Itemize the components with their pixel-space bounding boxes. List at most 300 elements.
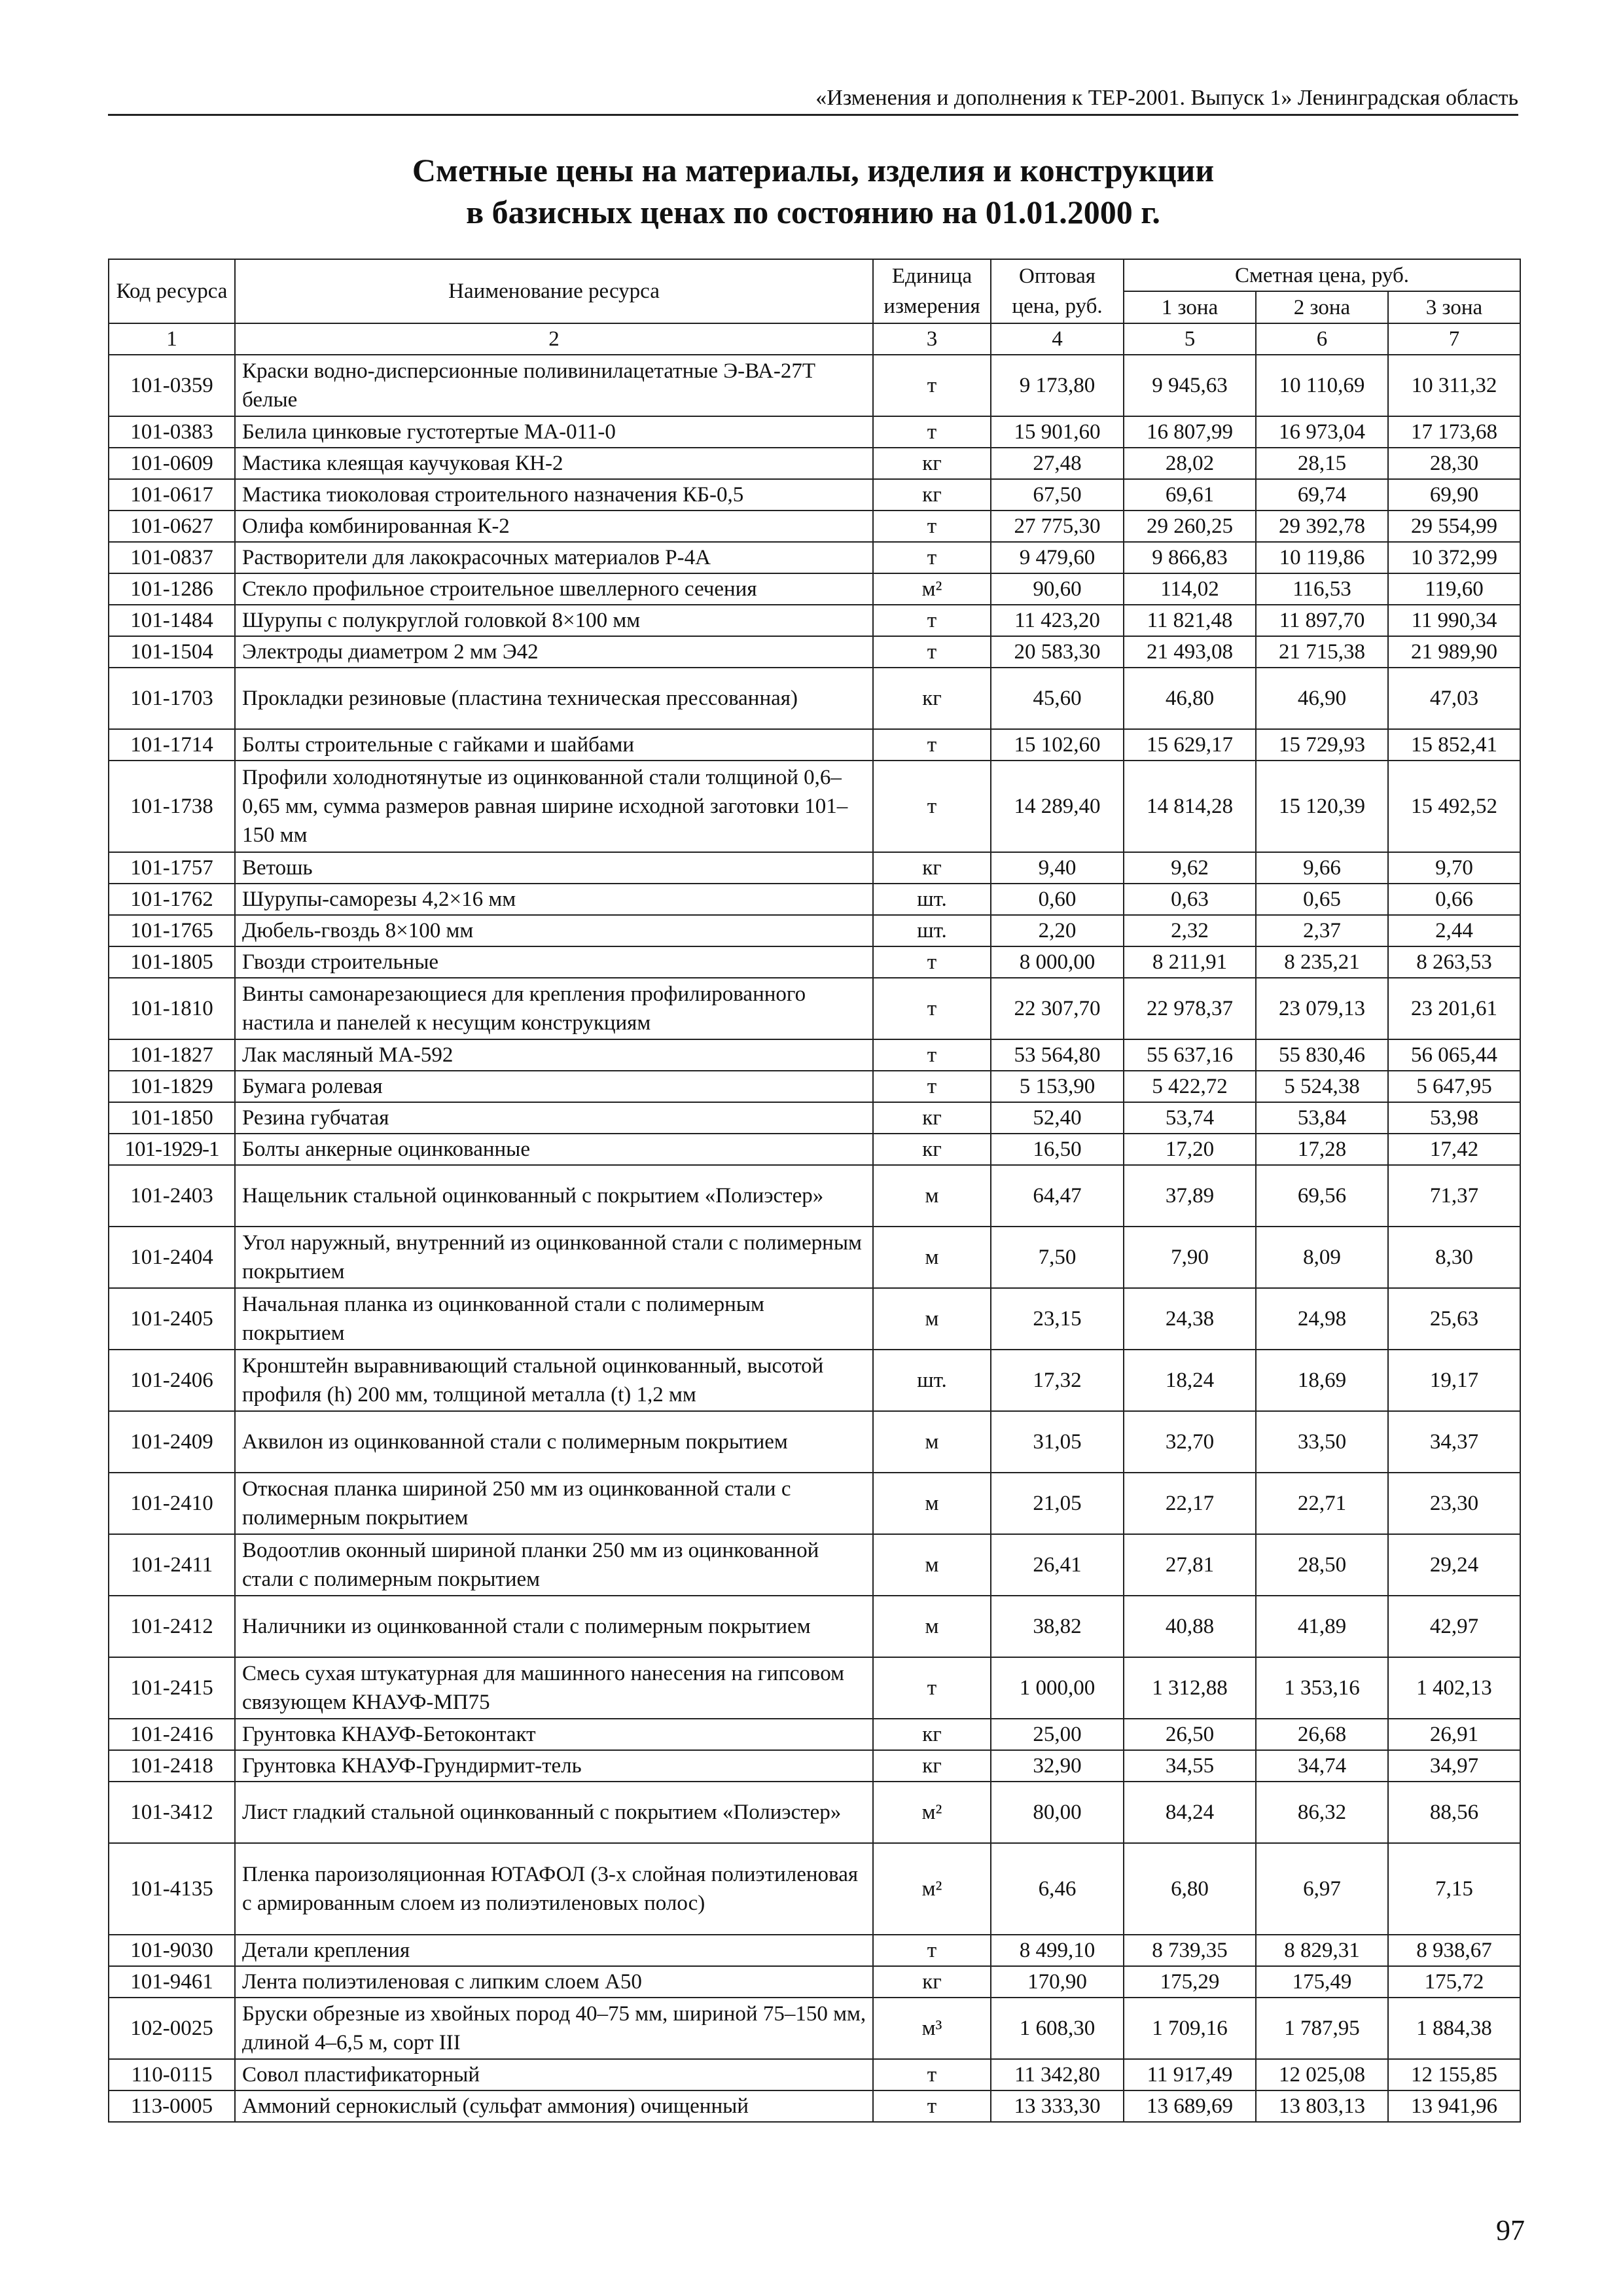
cell-zone-1-price: 8 739,35 [1124,1935,1256,1966]
cell-zone-2-price: 69,56 [1256,1165,1388,1227]
cell-wholesale-price: 16,50 [991,1134,1124,1165]
cell-code: 101-2412 [109,1596,235,1657]
cell-wholesale-price: 8 000,00 [991,946,1124,978]
cell-zone-3-price: 26,91 [1388,1719,1520,1750]
table-row [109,605,1520,636]
cell-zone-1-price: 28,02 [1124,448,1256,479]
cell-code: 101-2415 [109,1657,235,1719]
cell-zone-2-price: 16 973,04 [1256,416,1388,448]
cell-code: 110-0115 [109,2059,235,2090]
table-row [109,729,1520,761]
cell-unit: м [873,1227,991,1288]
cell-name: Прокладки резиновые (пластина техническая прессованная) [235,668,873,729]
cell-zone-2-price: 8,09 [1256,1227,1388,1288]
cell-unit: шт. [873,1350,991,1411]
cell-name: Дюбель-гвоздь 8×100 мм [235,915,873,946]
cell-zone-2-price: 15 120,39 [1256,761,1388,852]
cell-code: 101-1827 [109,1039,235,1071]
cell-unit: м [873,1411,991,1473]
cell-zone-2-price: 41,89 [1256,1596,1388,1657]
table-row [109,1966,1520,1998]
table-row [109,1165,1520,1227]
cell-zone-1-price: 34,55 [1124,1750,1256,1782]
cell-wholesale-price: 32,90 [991,1750,1124,1782]
cell-zone-3-price: 19,17 [1388,1350,1520,1411]
cell-zone-2-price: 23 079,13 [1256,978,1388,1039]
cell-zone-1-price: 22 978,37 [1124,978,1256,1039]
cell-zone-2-price: 10 119,86 [1256,542,1388,573]
cell-unit: м [873,1473,991,1534]
cell-zone-2-price: 11 897,70 [1256,605,1388,636]
cell-zone-3-price: 28,30 [1388,448,1520,479]
cell-zone-1-price: 5 422,72 [1124,1071,1256,1102]
cell-wholesale-price: 17,32 [991,1350,1124,1411]
cell-name: Мастика клеящая каучуковая КН-2 [235,448,873,479]
cell-zone-2-price: 28,50 [1256,1534,1388,1596]
cell-code: 101-1286 [109,573,235,605]
page-title-line-1: Сметные цены на материалы, изделия и конструкции [412,152,1215,188]
cell-name: Аммоний сернокислый (сульфат аммония) очищенный [235,2090,873,2122]
cell-name: Угол наружный, внутренний из оцинкованной стали с полимерным покрытием [235,1227,873,1288]
cell-unit: м² [873,573,991,605]
cell-zone-3-price: 15 492,52 [1388,761,1520,852]
cell-name: Шурупы-саморезы 4,2×16 мм [235,884,873,915]
cell-unit: м [873,1288,991,1350]
cell-unit: т [873,1071,991,1102]
cell-unit: т [873,511,991,542]
cell-zone-3-price: 10 311,32 [1388,355,1520,416]
cell-zone-2-price: 22,71 [1256,1473,1388,1534]
cell-zone-2-price: 46,90 [1256,668,1388,729]
table-row [109,884,1520,915]
cell-unit: кг [873,852,991,884]
cell-code: 101-2409 [109,1411,235,1473]
cell-code: 113-0005 [109,2090,235,2122]
cell-zone-1-price: 69,61 [1124,479,1256,511]
cell-code: 101-9461 [109,1966,235,1998]
cell-name: Совол пластификаторный [235,2059,873,2090]
cell-wholesale-price: 26,41 [991,1534,1124,1596]
cell-unit: т [873,636,991,668]
cell-zone-2-price: 21 715,38 [1256,636,1388,668]
page-title-line-2: в базисных ценах по состоянию на 01.01.2000 г. [466,194,1160,230]
cell-wholesale-price: 53 564,80 [991,1039,1124,1071]
cell-zone-1-price: 55 637,16 [1124,1039,1256,1071]
column-number: 1 [109,323,235,355]
cell-name: Водоотлив оконный шириной планки 250 мм из оцинкованной стали с полимерным покрытием [235,1534,873,1596]
cell-zone-3-price: 34,37 [1388,1411,1520,1473]
cell-zone-1-price: 18,24 [1124,1350,1256,1411]
cell-zone-3-price: 56 065,44 [1388,1039,1520,1071]
column-number: 4 [991,323,1124,355]
cell-zone-2-price: 17,28 [1256,1134,1388,1165]
table-row [109,542,1520,573]
cell-zone-3-price: 7,15 [1388,1843,1520,1935]
table-row [109,1782,1520,1843]
running-header: «Изменения и дополнения к ТЕР-2001. Выпуск 1» Ленинградская область [108,84,1518,116]
column-number: 2 [235,323,873,355]
cell-zone-2-price: 53,84 [1256,1102,1388,1134]
cell-wholesale-price: 7,50 [991,1227,1124,1288]
cell-wholesale-price: 52,40 [991,1102,1124,1134]
cell-code: 101-2416 [109,1719,235,1750]
cell-zone-1-price: 15 629,17 [1124,729,1256,761]
column-number: 3 [873,323,991,355]
cell-code: 101-2410 [109,1473,235,1534]
cell-code: 101-1810 [109,978,235,1039]
cell-code: 102-0025 [109,1998,235,2059]
cell-wholesale-price: 38,82 [991,1596,1124,1657]
cell-name: Нащельник стальной оцинкованный с покрытием «Полиэстер» [235,1165,873,1227]
cell-unit: кг [873,1719,991,1750]
table-row [109,479,1520,511]
cell-name: Болты анкерные оцинкованные [235,1134,873,1165]
table-row [109,1350,1520,1411]
cell-name: Грунтовка КНАУФ-Грундирмит-тель [235,1750,873,1782]
cell-zone-3-price: 69,90 [1388,479,1520,511]
cell-zone-3-price: 5 647,95 [1388,1071,1520,1102]
price-table [108,259,1521,2123]
cell-unit: т [873,2090,991,2122]
cell-wholesale-price: 67,50 [991,479,1124,511]
cell-zone-3-price: 0,66 [1388,884,1520,915]
cell-zone-2-price: 69,74 [1256,479,1388,511]
cell-wholesale-price: 45,60 [991,668,1124,729]
table-row [109,1227,1520,1288]
header-zone-3: 3 зона [1388,291,1520,323]
table-row [109,2059,1520,2090]
cell-code: 101-1765 [109,915,235,946]
cell-zone-1-price: 11 917,49 [1124,2059,1256,2090]
cell-zone-2-price: 1 353,16 [1256,1657,1388,1719]
table-row [109,1596,1520,1657]
cell-zone-1-price: 1 709,16 [1124,1998,1256,2059]
cell-unit: кг [873,1750,991,1782]
cell-code: 101-0609 [109,448,235,479]
cell-unit: т [873,1935,991,1966]
cell-code: 101-1504 [109,636,235,668]
cell-unit: шт. [873,915,991,946]
cell-zone-1-price: 13 689,69 [1124,2090,1256,2122]
cell-zone-2-price: 26,68 [1256,1719,1388,1750]
header-wholesale: Оптовая цена, руб. [991,259,1124,323]
cell-zone-3-price: 29,24 [1388,1534,1520,1596]
cell-code: 101-0627 [109,511,235,542]
cell-zone-2-price: 5 524,38 [1256,1071,1388,1102]
cell-zone-2-price: 116,53 [1256,573,1388,605]
cell-name: Лента полиэтиленовая с липким слоем А50 [235,1966,873,1998]
cell-wholesale-price: 8 499,10 [991,1935,1124,1966]
cell-wholesale-price: 23,15 [991,1288,1124,1350]
cell-code: 101-1805 [109,946,235,978]
cell-zone-2-price: 2,37 [1256,915,1388,946]
cell-zone-3-price: 10 372,99 [1388,542,1520,573]
cell-zone-1-price: 9 866,83 [1124,542,1256,573]
cell-wholesale-price: 11 423,20 [991,605,1124,636]
cell-code: 101-4135 [109,1843,235,1935]
header-unit: Единица измерения [873,259,991,323]
cell-code: 101-2406 [109,1350,235,1411]
cell-zone-2-price: 86,32 [1256,1782,1388,1843]
cell-zone-2-price: 1 787,95 [1256,1998,1388,2059]
cell-name: Растворители для лакокрасочных материалов Р-4А [235,542,873,573]
cell-unit: м [873,1596,991,1657]
table-row [109,1039,1520,1071]
table-row [109,1134,1520,1165]
cell-code: 101-2418 [109,1750,235,1782]
cell-unit: м² [873,1782,991,1843]
cell-zone-1-price: 11 821,48 [1124,605,1256,636]
cell-unit: т [873,1657,991,1719]
cell-code: 101-0617 [109,479,235,511]
table-row [109,1998,1520,2059]
cell-wholesale-price: 170,90 [991,1966,1124,1998]
cell-zone-3-price: 23,30 [1388,1473,1520,1534]
cell-zone-3-price: 21 989,90 [1388,636,1520,668]
cell-unit: кг [873,448,991,479]
cell-wholesale-price: 1 608,30 [991,1998,1124,2059]
cell-code: 101-1850 [109,1102,235,1134]
cell-zone-2-price: 55 830,46 [1256,1039,1388,1071]
page-number: 97 [1496,2214,1525,2246]
cell-zone-3-price: 15 852,41 [1388,729,1520,761]
cell-name: Лак масляный МА-592 [235,1039,873,1071]
cell-zone-2-price: 13 803,13 [1256,2090,1388,2122]
cell-unit: т [873,2059,991,2090]
cell-wholesale-price: 90,60 [991,573,1124,605]
cell-wholesale-price: 14 289,40 [991,761,1124,852]
cell-wholesale-price: 1 000,00 [991,1657,1124,1719]
table-row [109,511,1520,542]
cell-zone-1-price: 7,90 [1124,1227,1256,1288]
cell-zone-1-price: 24,38 [1124,1288,1256,1350]
cell-unit: т [873,1039,991,1071]
page-title [108,149,1518,233]
cell-wholesale-price: 25,00 [991,1719,1124,1750]
header-zone-2: 2 зона [1256,291,1388,323]
cell-zone-2-price: 34,74 [1256,1750,1388,1782]
cell-wholesale-price: 80,00 [991,1782,1124,1843]
cell-zone-1-price: 22,17 [1124,1473,1256,1534]
header-name: Наименование ресурса [235,259,873,323]
cell-zone-3-price: 53,98 [1388,1102,1520,1134]
cell-name: Наличники из оцинкованной стали с полимерным покрытием [235,1596,873,1657]
cell-unit: кг [873,479,991,511]
cell-zone-1-price: 2,32 [1124,915,1256,946]
cell-zone-3-price: 119,60 [1388,573,1520,605]
column-number: 6 [1256,323,1388,355]
cell-zone-2-price: 10 110,69 [1256,355,1388,416]
cell-zone-2-price: 29 392,78 [1256,511,1388,542]
cell-name: Стекло профильное строительное швеллерного сечения [235,573,873,605]
cell-name: Лист гладкий стальной оцинкованный с покрытием «Полиэстер» [235,1782,873,1843]
cell-zone-3-price: 71,37 [1388,1165,1520,1227]
cell-zone-1-price: 21 493,08 [1124,636,1256,668]
cell-code: 101-0837 [109,542,235,573]
cell-unit: м [873,1534,991,1596]
table-row [109,978,1520,1039]
cell-zone-3-price: 23 201,61 [1388,978,1520,1039]
table-row [109,1657,1520,1719]
table-row [109,1719,1520,1750]
cell-zone-1-price: 26,50 [1124,1719,1256,1750]
cell-code: 101-2404 [109,1227,235,1288]
cell-code: 101-1929-1 [109,1134,235,1165]
cell-wholesale-price: 27 775,30 [991,511,1124,542]
cell-unit: т [873,978,991,1039]
cell-code: 101-9030 [109,1935,235,1966]
cell-wholesale-price: 22 307,70 [991,978,1124,1039]
cell-zone-2-price: 0,65 [1256,884,1388,915]
cell-zone-3-price: 25,63 [1388,1288,1520,1350]
cell-unit: м² [873,1843,991,1935]
cell-name: Бруски обрезные из хвойных пород 40–75 мм, шириной 75–150 мм, длиной 4–6,5 м, сорт III [235,1998,873,2059]
table-header [109,259,1520,355]
cell-wholesale-price: 9 479,60 [991,542,1124,573]
column-number: 5 [1124,323,1256,355]
table-row [109,573,1520,605]
cell-zone-2-price: 8 829,31 [1256,1935,1388,1966]
cell-zone-3-price: 8 938,67 [1388,1935,1520,1966]
cell-zone-1-price: 17,20 [1124,1134,1256,1165]
cell-code: 101-1703 [109,668,235,729]
cell-zone-2-price: 9,66 [1256,852,1388,884]
table-row [109,1288,1520,1350]
cell-name: Смесь сухая штукатурная для машинного нанесения на гипсовом связующем КНАУФ-МП75 [235,1657,873,1719]
cell-unit: т [873,605,991,636]
cell-zone-1-price: 40,88 [1124,1596,1256,1657]
column-numbers-row [109,323,1520,355]
cell-unit: шт. [873,884,991,915]
table-row [109,1411,1520,1473]
cell-code: 101-2405 [109,1288,235,1350]
cell-name: Мастика тиоколовая строительного назначения КБ-0,5 [235,479,873,511]
cell-wholesale-price: 21,05 [991,1473,1124,1534]
cell-name: Пленка пароизоляционная ЮТАФОЛ (3-х слойная полиэтиленовая с армированным слоем из полиэтиленовых полос) [235,1843,873,1935]
table-row [109,1935,1520,1966]
cell-zone-3-price: 42,97 [1388,1596,1520,1657]
cell-zone-3-price: 12 155,85 [1388,2059,1520,2090]
table-row [109,915,1520,946]
cell-code: 101-1738 [109,761,235,852]
cell-name: Аквилон из оцинкованной стали с полимерным покрытием [235,1411,873,1473]
cell-zone-1-price: 27,81 [1124,1534,1256,1596]
cell-zone-1-price: 32,70 [1124,1411,1256,1473]
cell-name: Профили холоднотянутые из оцинкованной стали толщиной 0,6–0,65 мм, сумма размеров равная ширине исходной заготовки 101–150 мм [235,761,873,852]
cell-zone-2-price: 33,50 [1256,1411,1388,1473]
cell-zone-1-price: 114,02 [1124,573,1256,605]
cell-name: Электроды диаметром 2 мм Э42 [235,636,873,668]
cell-zone-2-price: 28,15 [1256,448,1388,479]
cell-wholesale-price: 0,60 [991,884,1124,915]
cell-unit: кг [873,1966,991,1998]
cell-name: Белила цинковые густотертые МА-011-0 [235,416,873,448]
cell-zone-1-price: 16 807,99 [1124,416,1256,448]
cell-zone-3-price: 47,03 [1388,668,1520,729]
cell-zone-1-price: 29 260,25 [1124,511,1256,542]
table-row [109,416,1520,448]
cell-zone-2-price: 12 025,08 [1256,2059,1388,2090]
table-row [109,448,1520,479]
cell-wholesale-price: 20 583,30 [991,636,1124,668]
cell-code: 101-1484 [109,605,235,636]
cell-unit: м [873,1165,991,1227]
cell-wholesale-price: 5 153,90 [991,1071,1124,1102]
table-row [109,1071,1520,1102]
cell-zone-1-price: 6,80 [1124,1843,1256,1935]
table-row [109,946,1520,978]
cell-wholesale-price: 15 102,60 [991,729,1124,761]
cell-zone-3-price: 11 990,34 [1388,605,1520,636]
cell-name: Грунтовка КНАУФ-Бетоконтакт [235,1719,873,1750]
cell-zone-2-price: 175,49 [1256,1966,1388,1998]
cell-code: 101-1762 [109,884,235,915]
cell-zone-3-price: 13 941,96 [1388,2090,1520,2122]
cell-name: Краски водно-дисперсионные поливинилацетатные Э-ВА-27Т белые [235,355,873,416]
cell-zone-2-price: 8 235,21 [1256,946,1388,978]
table-row [109,1534,1520,1596]
cell-unit: кг [873,1134,991,1165]
cell-zone-1-price: 9,62 [1124,852,1256,884]
header-zone-1: 1 зона [1124,291,1256,323]
cell-zone-2-price: 24,98 [1256,1288,1388,1350]
table-row [109,1102,1520,1134]
cell-code: 101-2411 [109,1534,235,1596]
cell-name: Гвозди строительные [235,946,873,978]
cell-code: 101-0383 [109,416,235,448]
cell-unit: т [873,416,991,448]
table-body [109,355,1520,2122]
cell-wholesale-price: 13 333,30 [991,2090,1124,2122]
cell-zone-3-price: 175,72 [1388,1966,1520,1998]
cell-zone-1-price: 9 945,63 [1124,355,1256,416]
cell-wholesale-price: 64,47 [991,1165,1124,1227]
table-row [109,355,1520,416]
cell-unit: кг [873,1102,991,1134]
cell-wholesale-price: 2,20 [991,915,1124,946]
table-row [109,2090,1520,2122]
cell-zone-2-price: 15 729,93 [1256,729,1388,761]
cell-zone-1-price: 84,24 [1124,1782,1256,1843]
cell-name: Бумага ролевая [235,1071,873,1102]
cell-wholesale-price: 9,40 [991,852,1124,884]
cell-zone-1-price: 37,89 [1124,1165,1256,1227]
header-code: Код ресурса [109,259,235,323]
cell-name: Кронштейн выравнивающий стальной оцинкованный, высотой профиля (h) 200 мм, толщиной металла (t) 1,2 мм [235,1350,873,1411]
cell-wholesale-price: 11 342,80 [991,2059,1124,2090]
cell-zone-1-price: 0,63 [1124,884,1256,915]
cell-zone-1-price: 175,29 [1124,1966,1256,1998]
cell-zone-3-price: 1 884,38 [1388,1998,1520,2059]
cell-unit: т [873,946,991,978]
table-row [109,636,1520,668]
cell-code: 101-3412 [109,1782,235,1843]
table-row [109,761,1520,852]
header-estimate-group: Сметная цена, руб. [1124,259,1520,291]
cell-zone-3-price: 9,70 [1388,852,1520,884]
cell-zone-1-price: 53,74 [1124,1102,1256,1134]
cell-code: 101-1757 [109,852,235,884]
cell-name: Олифа комбинированная К-2 [235,511,873,542]
cell-zone-1-price: 46,80 [1124,668,1256,729]
cell-name: Болты строительные с гайками и шайбами [235,729,873,761]
cell-unit: м³ [873,1998,991,2059]
cell-zone-3-price: 8 263,53 [1388,946,1520,978]
cell-zone-3-price: 1 402,13 [1388,1657,1520,1719]
cell-wholesale-price: 15 901,60 [991,416,1124,448]
cell-zone-3-price: 17,42 [1388,1134,1520,1165]
cell-name: Ветошь [235,852,873,884]
